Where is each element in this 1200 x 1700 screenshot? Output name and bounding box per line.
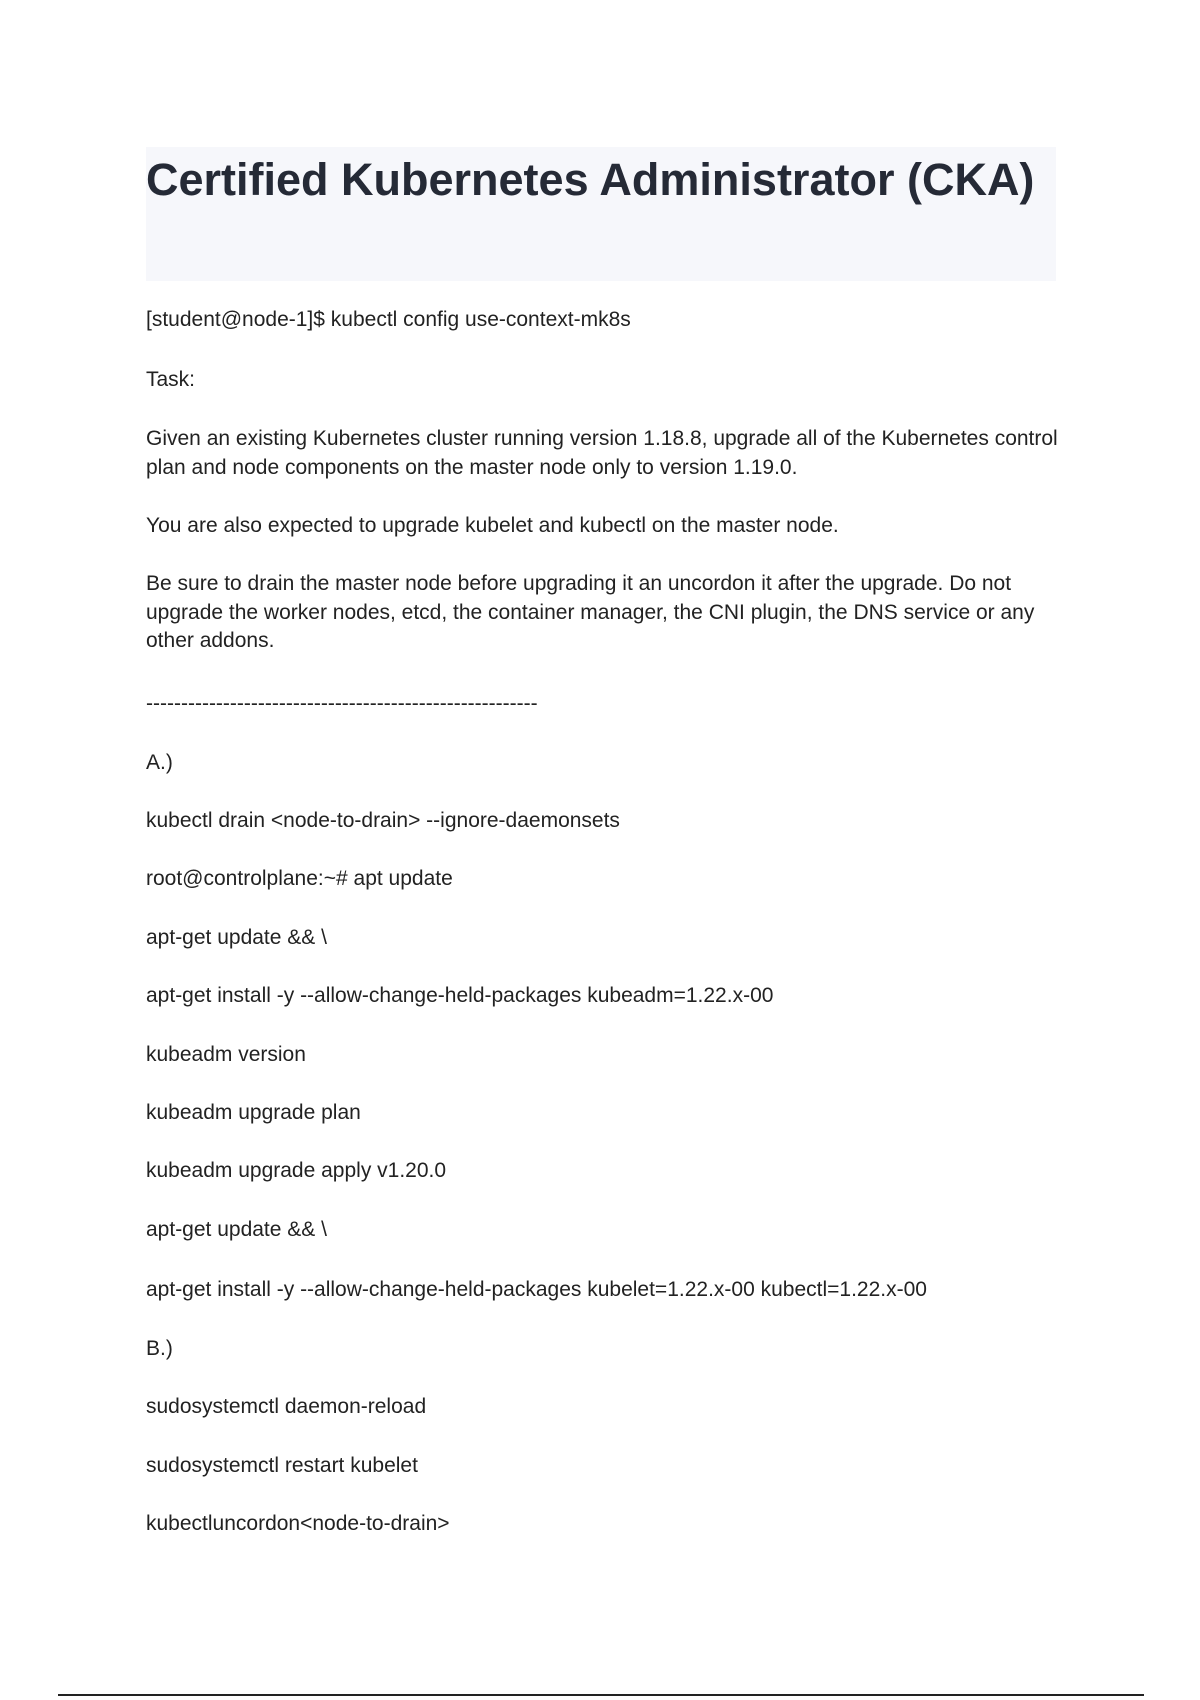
separator-line: -------------------------------------------------------- bbox=[146, 692, 538, 715]
command-line: kubeadm upgrade plan bbox=[146, 1101, 361, 1124]
command-line: apt-get update && \ bbox=[146, 1218, 327, 1241]
section-b-label: B.) bbox=[146, 1337, 173, 1360]
command-line: sudosystemctl daemon-reload bbox=[146, 1395, 427, 1418]
context-command: [student@node-1]$ kubectl config use-context-mk8s bbox=[146, 308, 631, 331]
task-paragraph-2: You are also expected to upgrade kubelet and kubectl on the master node. bbox=[146, 514, 839, 537]
title-block bbox=[146, 147, 1056, 281]
command-line: root@controlplane:~# apt update bbox=[146, 867, 453, 890]
task-label: Task: bbox=[146, 368, 196, 391]
command-line: apt-get install -y --allow-change-held-packages kubeadm=1.22.x-00 bbox=[146, 984, 774, 1007]
task-paragraph-1: Given an existing Kubernetes cluster running version 1.18.8, upgrade all of the Kubernetes control plan and node components on the master node only to version 1.19.0. bbox=[146, 427, 1058, 479]
page-title: Certified Kubernetes Administrator (CKA) bbox=[146, 154, 1035, 205]
command-line: apt-get update && \ bbox=[146, 926, 327, 949]
command-line: kubeadm version bbox=[146, 1043, 306, 1066]
command-line: kubectl drain <node-to-drain> --ignore-daemonsets bbox=[146, 809, 620, 832]
task-paragraph-3: Be sure to drain the master node before upgrading it an uncordon it after the upgrade. Do not upgrade the worker nodes, etcd, the container manager, the CNI plugin, the DNS service or any other addons. bbox=[146, 572, 1035, 652]
command-line: kubectluncordon<node-to-drain> bbox=[146, 1512, 450, 1535]
footer-divider bbox=[58, 1694, 1144, 1696]
section-a-label: A.) bbox=[146, 751, 173, 774]
command-line: apt-get install -y --allow-change-held-packages kubelet=1.22.x-00 kubectl=1.22.x-00 bbox=[146, 1278, 927, 1301]
command-line: sudosystemctl restart kubelet bbox=[146, 1454, 418, 1477]
command-line: kubeadm upgrade apply v1.20.0 bbox=[146, 1159, 447, 1182]
